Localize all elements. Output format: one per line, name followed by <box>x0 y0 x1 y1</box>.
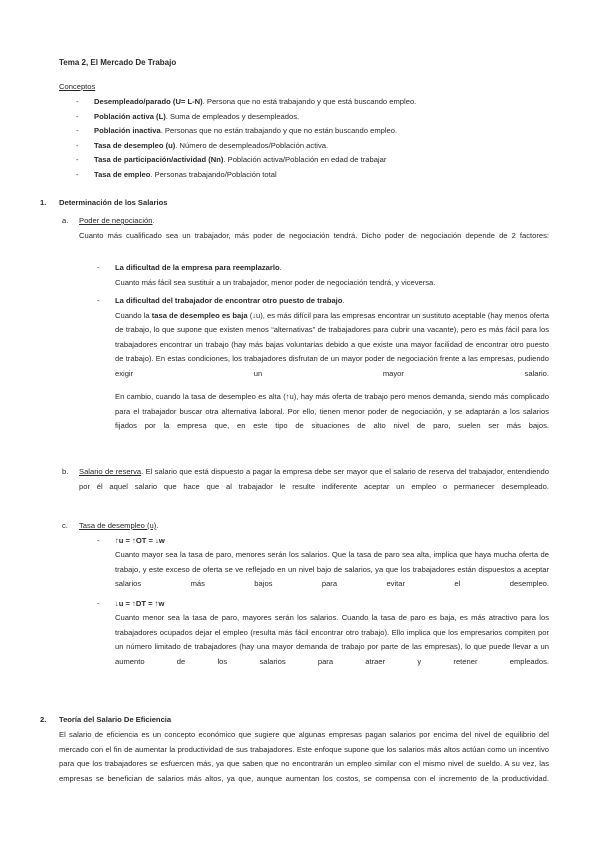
list-item: - Población inactiva. Personas que no están trabajando y que no están buscando empleo. <box>76 126 398 136</box>
factor-2-paragraph-1: Cuando la tasa de desempleo es baja (↓u), es más difícil para las empresas encontrar un sustituto aceptable (hay menos oferta de trabajo, lo que supone que existen menos “alternativas” de trabajadores para cubrir una vacante), pero es más fácil para los trabajadores encontrar un trabajo (hay más bajas voluntarias debido a que existe una mayor facilidad de encontrar otro puesto de trabajo). En estas condiciones, los trabajadores disfrutan de un mayor poder de negociación frente a las empresas, pudiendo exigir un mayor salario. <box>115 310 549 378</box>
subsection-b-paragraph: Salario de reserva. El salario que está dispuesto a pagar la empresa debe ser mayor que el salario de reserva del trabajador, entendiendo por él aquel salario que hace que al trabajador le resulte indiferente aceptar un empleo o permanecer desempleado. <box>79 467 549 491</box>
conceptos-heading: Conceptos <box>59 82 96 91</box>
list-item: - Población activa (L). Suma de empleados y desempleados. <box>76 111 300 121</box>
case-2-text: Cuanto menor sea la tasa de paro, mayores serán los salarios. Cuando la tasa de paro es baja, es más atractivo para los trabajadores ocupados dejar el empleo (resulta más fácil encontrar otro trabajo). Ello implica que los empresarios compiten por un número limitado de trabajadores (hay una mayor demanda de trabajo por parte de las empresas), lo que puede llevar a un aumento de los salarios para atraer y retener empleados. <box>115 613 549 666</box>
list-item: - Desempleado/parado (U= L-N). Persona que no está trabajando y que está buscando empleo. <box>76 97 417 106</box>
subsection-a-heading: Poder de negociación. <box>79 216 155 225</box>
section-1-number: 1. <box>40 198 47 207</box>
factor-2-paragraph-2: En cambio, cuando la tasa de desempleo es alta (↑u), hay más oferta de trabajo pero menos demanda, siendo más complicado para el trabajador buscar otra alternativa laboral. Por ello, tienen menor poder de negociación, y se adaptarán a los salarios fijados por la empresa que, en este tipo de situaciones de alto nivel de paro, suelen ser más bajos. <box>115 392 549 431</box>
list-item: - Tasa de participación/actividad (Nn). Población activa/Población en edad de trabajar <box>76 155 387 165</box>
list-item: - Tasa de empleo. Personas trabajando/Población total <box>76 169 277 179</box>
document-title: Tema 2, El Mercado De Trabajo <box>59 58 177 67</box>
section-2-title: Teoría del Salario De Eficiencia <box>59 715 172 724</box>
section-2-number: 2. <box>40 715 47 724</box>
case-1-formula: ↑u = ↑OT = ↓w <box>115 536 165 545</box>
bullet-dash: - <box>97 536 100 545</box>
bullet-dash: - <box>97 263 100 272</box>
subsection-c-heading: Tasa de desempleo (u). <box>79 521 159 530</box>
factor-1-title: La dificultad de la empresa para reemplazarlo <box>115 263 280 272</box>
subsection-a-letter: a. <box>62 216 69 225</box>
case-1-text: Cuanto mayor sea la tasa de paro, menores serán los salarios. Que la tasa de paro sea alta, implica que haya mucha oferta de trabajo, y este exceso de oferta se ve reflejado en un nivel bajo de salarios, ya que los trabajadores están dispuestos a aceptar salarios más bajos para evitar el desempleo. <box>115 550 549 589</box>
subsection-b-letter: b. <box>62 467 69 476</box>
bullet-dash: - <box>97 599 100 608</box>
factor-2-title: La dificultad del trabajador de encontrar otro puesto de trabajo <box>115 296 343 305</box>
factor-2: La dificultad del trabajador de encontrar otro puesto de trabajo. Cuando la tasa de desempleo es baja (↓u), es más difícil para las empresas encontrar un sustituto aceptable (hay menos oferta de trabajo, lo que supone que existen menos “alternativas” de trabajadores para cubrir una vacante), pero es más fácil para los trabajadores encontrar un trabajo (hay más bajas voluntarias debido a que existe una mayor facilidad de encontrar otro puesto de trabajo). En estas condiciones, los trabajadores disfrutan de un mayor poder de negociación frente a las empresas, pudiendo exigir un mayor salario. En cambio, cuando la tasa de desempleo es alta (↑u), hay más oferta de trabajo pero menos demanda, siendo más complicado para el trabajador buscar otra alternativa laboral. Por ello, tienen menor poder de negociación, y se adaptarán a los salarios fijados por la empresa que, en este tipo de situaciones de alto nivel de paro, suelen ser más bajos. <box>115 294 549 449</box>
subsection-c-letter: c. <box>62 521 68 530</box>
list-item: - Tasa de desempleo (u). Número de desempleados/Población activa. <box>76 140 329 150</box>
subsection-a-intro: Cuanto más cualificado sea un trabajador, más poder de negociación tendrá. Dicho poder de negociación depende de 2 factores: <box>79 231 549 240</box>
case-2-formula: ↓u = ↑DT = ↑w <box>115 599 165 608</box>
section-2-text: El salario de eficiencia es un concepto económico que sugiere que algunas empresas pagan salarios por encima del nivel de equilibrio del mercado con el fin de aumentar la productividad de sus trabajadores. Este enfoque supone que los salarios más altos actúan como un incentivo para que los trabajadores se esfuercen más, ya que saben que no encontrarán un empleo similar con el mismo nivel de sueldo. A su vez, las empresas se benefician de salarios más altos, ya que, aunque aumentan los costos, se compensa con el incremento de la productividad. <box>59 730 549 783</box>
bullet-dash: - <box>97 296 100 305</box>
factor-1-text: Cuanto más fácil sea sustituir a un trabajador, menor poder de negociación tendrá, y viceversa. <box>115 277 436 287</box>
factor-1: La dificultad de la empresa para reemplazarlo. Cuanto más fácil sea sustituir a un trabajador, menor poder de negociación tendrá, y viceversa. <box>115 263 436 287</box>
section-1-title: Determinación de los Salarios <box>59 198 168 207</box>
subsection-b-heading: Salario de reserva <box>79 467 142 476</box>
conceptos-list <box>58 95 558 183</box>
